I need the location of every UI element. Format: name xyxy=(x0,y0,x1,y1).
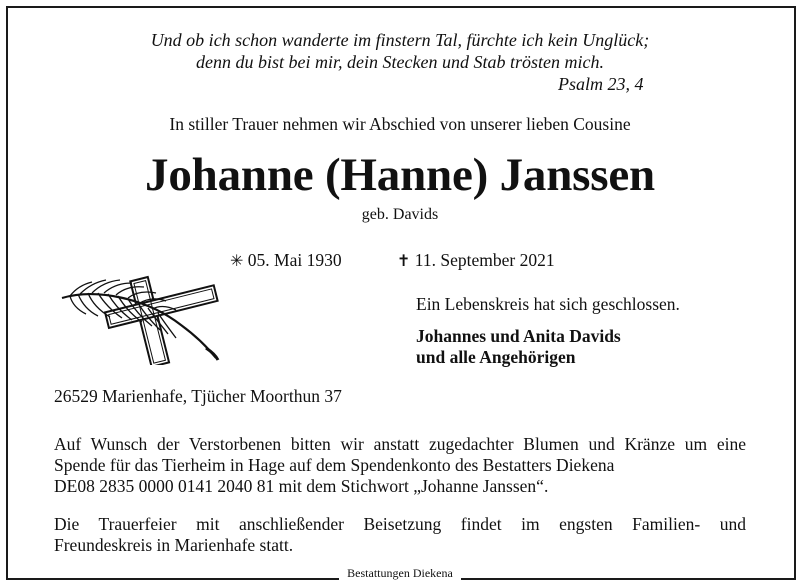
donation-line-3: DE08 2835 0000 0141 2040 81 mit dem Stichwort „Johanne Janssen“. xyxy=(54,476,549,496)
mourners-line-1: Johannes und Anita Davids xyxy=(416,326,621,346)
intro-text: In stiller Trauer nehmen wir Abschied von unserer lieben Cousine xyxy=(169,114,631,134)
death-date xyxy=(397,250,555,271)
funeral-line-2: Freundeskreis in Marienhafe statt. xyxy=(54,535,294,555)
verse-line-1: Und ob ich schon wanderte im finstern Tal, fürchte ich kein Unglück; xyxy=(150,30,650,50)
funeral-line-1: Die Trauerfeier mit anschließender Beisetzung findet im engsten Familien- und xyxy=(54,514,746,534)
address: 26529 Marienhafe, Tjücher Moorthun 37 xyxy=(54,386,342,406)
cross-palm-icon xyxy=(56,270,226,365)
verse-source: Psalm 23, 4 xyxy=(558,74,644,94)
birth-date-text: 05. Mai 1930 xyxy=(247,250,342,270)
footer-text: Bestattungen Diekena xyxy=(339,566,461,580)
funeral-paragraph xyxy=(54,514,746,556)
deceased-name: Johanne (Hanne) Janssen xyxy=(145,149,655,201)
birth-star-icon: ✳ xyxy=(230,251,244,270)
footer-credit xyxy=(0,566,800,581)
closing-quote: Ein Lebenskreis hat sich geschlossen. xyxy=(416,294,680,314)
donation-line-1: Auf Wunsch der Verstorbenen bitten wir anstatt zugedachter Blumen und Kränze um eine xyxy=(54,434,746,454)
mourners-line-2: und alle Angehörigen xyxy=(416,347,576,367)
donation-paragraph xyxy=(54,434,746,497)
donation-line-2: Spende für das Tierheim in Hage auf dem Spendenkonto des Bestatters Diekena xyxy=(54,455,615,475)
death-cross-icon: ✝ xyxy=(397,251,411,270)
death-date-text: 11. September 2021 xyxy=(414,250,555,270)
maiden-name: geb. Davids xyxy=(361,206,439,223)
birth-date xyxy=(230,250,342,271)
verse-line-2: denn du bist bei mir, dein Stecken und Stab trösten mich. xyxy=(196,52,604,72)
